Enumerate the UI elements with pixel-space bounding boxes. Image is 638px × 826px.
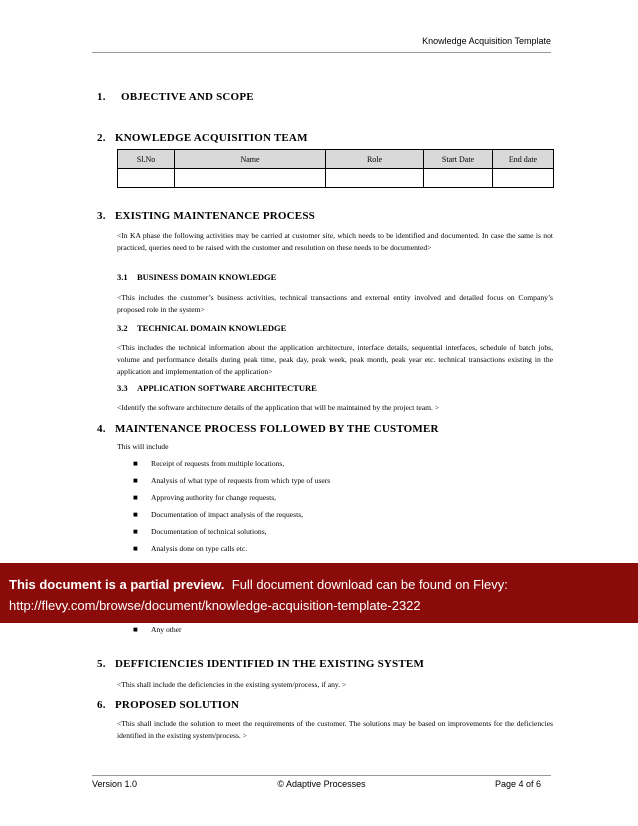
subsection-3-1-heading: [117, 272, 276, 282]
banner-url-link[interactable]: http://flevy.com/browse/document/knowledge-acquisition-template-2322: [9, 598, 421, 613]
section-6-text: <This shall include the solution to meet the requirements of the customer. The solutions may be based on improvements for the deficiencies identified in the existing system/process. >: [117, 719, 553, 740]
table-cell[interactable]: [493, 169, 554, 188]
table-row: [118, 169, 554, 188]
section-title: KNOWLEDGE ACQUISITION TEAM: [115, 132, 308, 144]
list-item: ■ Approving authority for change requests,: [133, 493, 277, 502]
footer-page-number: Page 4 of 6: [494, 779, 541, 789]
col-header-name: Name: [175, 150, 326, 169]
table-cell[interactable]: [326, 169, 424, 188]
section-5-text: <This shall include the deficiencies in the existing system/process, if any. >: [117, 680, 347, 689]
section-number: 6.: [97, 699, 106, 711]
col-header-start-date: Start Date: [424, 150, 493, 169]
table-cell[interactable]: [424, 169, 493, 188]
subsection-number: 3.3: [117, 383, 128, 393]
footer-copyright: © Adaptive Processes: [277, 779, 366, 789]
section-1-heading: [97, 91, 254, 103]
list-item: ■ Documentation of technical solutions,: [133, 527, 267, 536]
section-2-heading: [97, 132, 308, 144]
section-title: EXISTING MAINTENANCE PROCESS: [115, 210, 315, 222]
subsection-3-3-heading: [117, 383, 317, 393]
subsection-3-1-text: <This includes the customer’s business activities, technical transactions and external entity involved and detailed focus on Company’s proposed role in the system>: [117, 293, 553, 314]
table-cell[interactable]: [175, 169, 326, 188]
table-header-row: [118, 150, 554, 169]
list-item: ■ Receipt of requests from multiple locations,: [133, 459, 285, 468]
list-item: ■ Documentation of impact analysis of the requests,: [133, 510, 304, 519]
list-item: ■ Analysis of what type of requests from which type of users: [133, 476, 331, 485]
section-title: PROPOSED SOLUTION: [115, 699, 240, 711]
section-3-heading: [97, 210, 315, 222]
bullet-icon: ■: [133, 476, 138, 485]
banner-text: Full document download can be found on Flevy:: [231, 577, 508, 592]
section-4-intro: This will include: [117, 442, 169, 451]
section-title: MAINTENANCE PROCESS FOLLOWED BY THE CUSTOMER: [115, 423, 439, 435]
section-number: 3.: [97, 210, 106, 222]
subsection-3-3-text: <Identify the software architecture details of the application that will be maintained by the project team. >: [117, 403, 440, 412]
col-header-end-date: End date: [493, 150, 554, 169]
bullet-icon: ■: [133, 527, 138, 536]
bullet-icon: ■: [133, 544, 138, 553]
section-number: 4.: [97, 423, 106, 435]
banner-line-1: [9, 577, 508, 592]
section-title: OBJECTIVE AND SCOPE: [121, 91, 254, 103]
header-title: Knowledge Acquisition Template: [422, 36, 551, 46]
section-5-heading: [97, 658, 424, 670]
list-item: ■ Any other: [133, 625, 182, 634]
list-item: ■ Analysis done on type calls etc.: [133, 544, 248, 553]
section-3-text: <In KA phase the following activities may be carried at customer site, which needs to be identified and documented. In case the same is not practiced, queries need to be raised with the customer and resolution on these needs to be documented>: [117, 231, 553, 252]
bullet-icon: ■: [133, 459, 138, 468]
bullet-icon: ■: [133, 493, 138, 502]
subsection-3-2-heading: [117, 323, 286, 333]
team-table: [117, 149, 554, 188]
col-header-slno: Sl.No: [118, 150, 175, 169]
section-4-bullet-list-continued: [133, 624, 182, 641]
col-header-role: Role: [326, 150, 424, 169]
subsection-title: BUSINESS DOMAIN KNOWLEDGE: [137, 272, 277, 282]
bullet-icon: ■: [133, 625, 138, 634]
section-number: 5.: [97, 658, 106, 670]
subsection-title: TECHNICAL DOMAIN KNOWLEDGE: [137, 323, 287, 333]
table-cell[interactable]: [118, 169, 175, 188]
footer-version: Version 1.0: [92, 779, 138, 789]
section-title: DEFFICIENCIES IDENTIFIED IN THE EXISTING SYSTEM: [115, 658, 425, 670]
section-number: 2.: [97, 132, 106, 144]
preview-banner: [0, 563, 638, 623]
page-header: [92, 36, 551, 53]
bullet-icon: ■: [133, 510, 138, 519]
subsection-3-2-text: <This includes the technical information about the application architecture, interface details, sequential interfaces, schedule of batch jobs, volume and performance details during peak time, peak day, peak week, peak month, peak year etc. technical transactions existing in the application and implementation of the application>: [117, 343, 553, 376]
section-4-heading: [97, 423, 439, 435]
section-number: 1.: [97, 91, 106, 103]
subsection-title: APPLICATION SOFTWARE ARCHITECTURE: [137, 383, 317, 393]
banner-bold-text: This document is a partial preview.: [9, 577, 225, 592]
page-footer: [92, 775, 551, 789]
subsection-number: 3.2: [117, 323, 128, 333]
section-6-heading: [97, 699, 239, 711]
section-4-bullet-list: [133, 458, 330, 577]
subsection-number: 3.1: [117, 272, 128, 282]
